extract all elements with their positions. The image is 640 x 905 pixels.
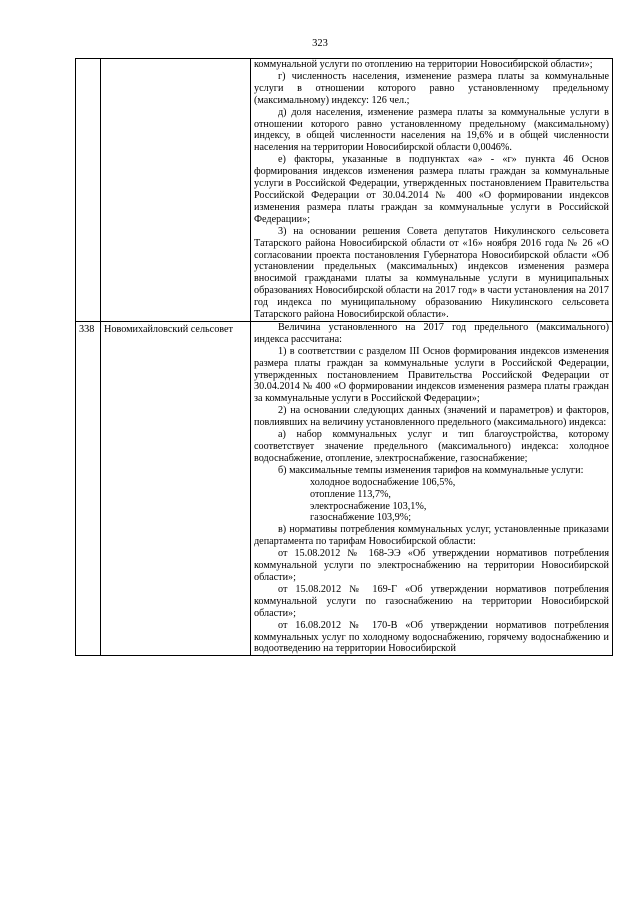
paragraph: е) факторы, указанные в подпунктах «а» - «г» пункта 46 Основ формирования индексов изменения размера платы граждан за коммунальные услуги в Российской Федерации, утвержденных постановлением Правительства Российской Федерации от 30.04.2014 № 400 «О формировании индексов изменения размера платы граждан за коммунальные услуги в Российской Федерации»;	[254, 154, 609, 225]
paragraph: от 16.08.2012 № 170-В «Об утверждении нормативов потребления коммунальных услуг по холодному водоснабжению, горячему водоснабжению и водоотведению на территории Новосибирской	[254, 619, 609, 655]
paragraph: Величина установленного на 2017 год предельного (максимального) индекса рассчитана:	[254, 321, 609, 345]
document-table	[75, 58, 613, 656]
paragraph: от 15.08.2012 № 169-Г «Об утверждении нормативов потребления коммунальной услуги по газоснабжению на территории Новосибирской области»;	[254, 583, 609, 619]
paragraph: 3) на основании решения Совета депутатов Никулинского сельсовета Татарского района Новосибирской области от «16» ноября 2016 года № 26 «О согласовании проекта постановления Губернатора Новосибирской области «Об установлении предельных (максимальных) индексов изменения размера вносимой гражданами платы за коммунальные услуги в муниципальных образованиях Новосибирской области на 2017 год» в части установления на 2017 год индекса по муниципальному образованию Никулинского сельсовета Татарского района Новосибирской области».	[254, 225, 609, 321]
paragraph: д) доля населения, изменение размера платы за коммунальные услуги в отношении которого равно установленному предельному (максимальному) индексу, в общей численности населения на 19,6% и в общей численности населения на территории Новосибирской области 0,0046%.	[254, 106, 609, 154]
table-row	[76, 59, 613, 322]
municipality-name	[101, 59, 251, 322]
tariff-line: электроснабжение 103,1%,	[310, 500, 427, 512]
row-content	[251, 321, 613, 655]
paragraph: 1) в соответствии с разделом III Основ формирования индексов изменения размера платы граждан за коммунальные услуги в Российской Федерации, утвержденных постановлением Правительства Российской Федерации от 30.04.2014 № 400 «О формировании индексов изменения размера платы граждан за коммунальные услуги в Российской Федерации»;	[254, 345, 609, 405]
row-content	[251, 59, 613, 322]
paragraph: в) нормативы потребления коммунальных услуг, установленные приказами департамента по тарифам Новосибирской области:	[254, 524, 609, 548]
page-number: 323	[312, 38, 328, 49]
row-number: 338	[76, 321, 101, 655]
paragraph: б) максимальные темпы изменения тарифов на коммунальные услуги:	[278, 464, 584, 476]
paragraph: 2) на основании следующих данных (значений и параметров) и факторов, повлиявших на величину установленного предельного (максимального) индекса:	[254, 405, 609, 429]
municipality-name: Новомихайловский сельсовет	[101, 321, 251, 655]
tariff-line: холодное водоснабжение 106,5%,	[310, 476, 456, 488]
table-row	[76, 321, 613, 655]
paragraph: от 15.08.2012 № 168-ЭЭ «Об утверждении нормативов потребления коммунальной услуги по электроснабжению на территории Новосибирской области»;	[254, 548, 609, 583]
paragraph: коммунальной услуги по отоплению на территории Новосибирской области»;	[254, 59, 593, 70]
row-number	[76, 59, 101, 322]
tariff-line: отопление 113,7%,	[310, 488, 391, 500]
paragraph: г) численность населения, изменение размера платы за коммунальные услуги в отношении которого равно установленному предельному (максимальному) индексу: 126 чел.;	[254, 70, 609, 106]
tariff-line: газоснабжение 103,9%;	[310, 512, 412, 524]
paragraph: а) набор коммунальных услуг и тип благоустройства, которому соответствует значение предельного (максимального) индекса: холодное водоснабжение, отопление, электроснабжение, газоснабжение;	[254, 429, 609, 464]
